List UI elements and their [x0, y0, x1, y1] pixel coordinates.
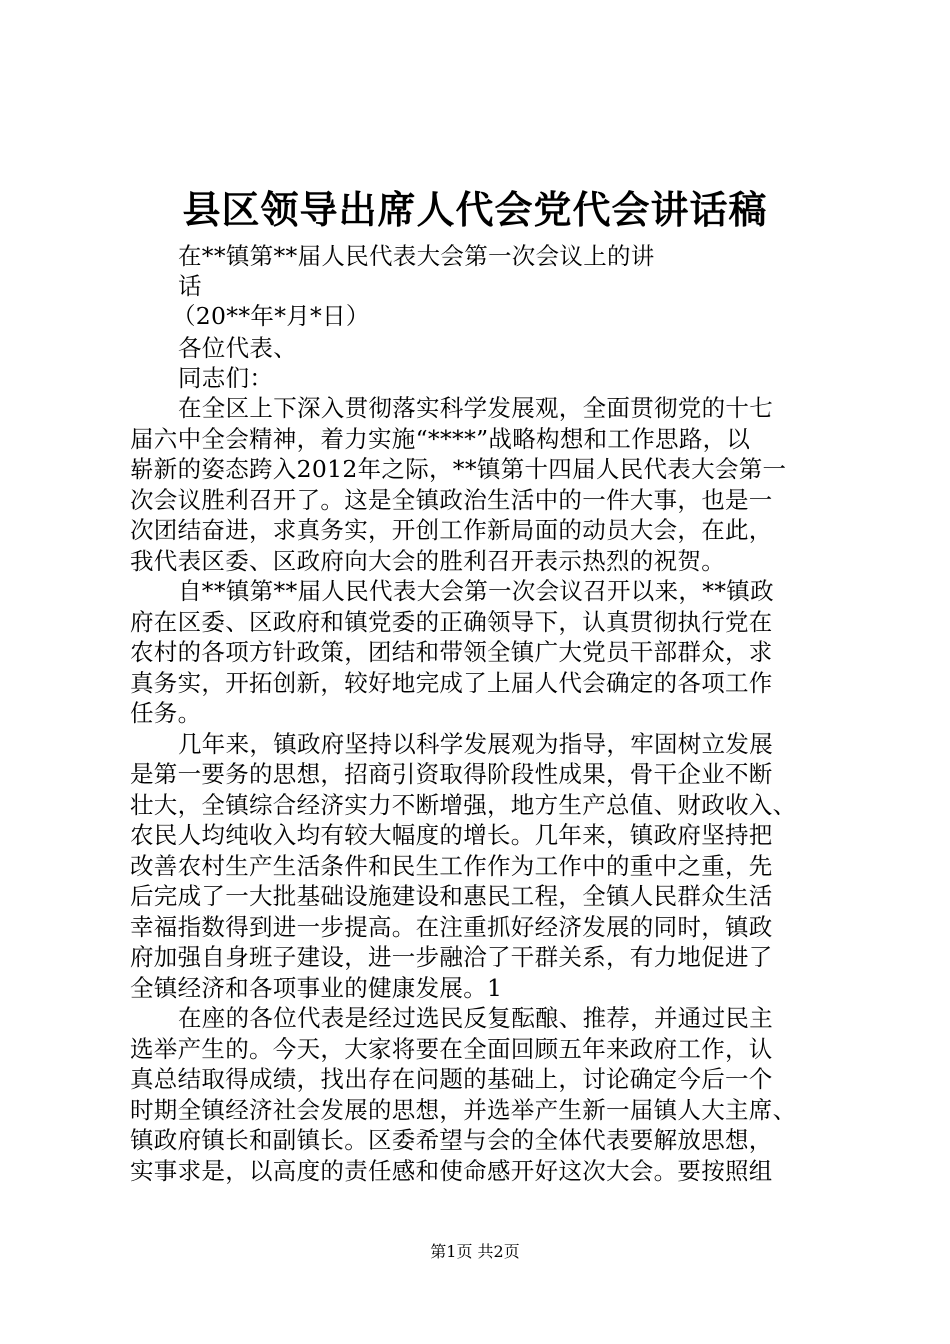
body-line: 幸福指数得到进一步提高。在注重抓好经济发展的同时，镇政 — [130, 913, 773, 941]
body-line: 镇政府镇长和副镇长。区委希望与会的全体代表要解放思想， — [130, 1126, 773, 1154]
document-title: 县区领导出席人代会党代会讲话稿 — [182, 187, 768, 232]
body-line: 农民人均纯收入均有较大幅度的增长。几年来，镇政府坚持把 — [130, 821, 773, 849]
body-line: 崭新的姿态跨入2012年之际，**镇第十四届人民代表大会第一 — [130, 455, 787, 483]
subtitle-line: 在**镇第**届人民代表大会第一次会议上的讲 — [178, 242, 655, 270]
body-line: 时期全镇经济社会发展的思想，并选举产生新一届镇人大主席、 — [130, 1096, 797, 1124]
body-line: 真务实，开拓创新，较好地完成了上届人代会确定的各项工作 — [130, 669, 773, 697]
body-line: 次团结奋进，求真务实，开创工作新局面的动员大会，在此， — [130, 516, 773, 544]
subtitle-line: 话 — [178, 272, 202, 300]
body-line: 壮大，全镇综合经济实力不断增强，地方生产总值、财政收入、 — [130, 791, 797, 819]
body-line: 选举产生的。今天，大家将要在全面回顾五年来政府工作，认 — [130, 1035, 773, 1063]
date-line: （20**年*月*日） — [172, 302, 370, 330]
body-line: 改善农村生产生活条件和民生工作作为工作中的重中之重，先 — [130, 852, 773, 880]
salutation-line: 各位代表、 — [178, 334, 297, 362]
body-line: 自**镇第**届人民代表大会第一次会议召开以来，**镇政 — [178, 577, 774, 605]
body-line: 后完成了一大批基础设施建设和惠民工程，全镇人民群众生活 — [130, 882, 773, 910]
page-number: 第1页 共2页 — [430, 1242, 520, 1261]
body-line: 真总结取得成绩，找出存在问题的基础上，讨论确定今后一个 — [130, 1065, 773, 1093]
body-line: 府加强自身班子建设，进一步融洽了干群关系，有力地促进了 — [130, 943, 773, 971]
body-line: 农村的各项方针政策，团结和带领全镇广大党员干部群众，求 — [130, 638, 773, 666]
body-line: 府在区委、区政府和镇党委的正确领导下，认真贯彻执行党在 — [130, 608, 773, 636]
body-line: 是第一要务的思想，招商引资取得阶段性成果，骨干企业不断 — [130, 760, 773, 788]
body-line: 次会议胜利召开了。这是全镇政治生活中的一件大事，也是一 — [130, 486, 773, 514]
body-line: 实事求是，以高度的责任感和使命感开好这次大会。要按照组 — [130, 1157, 773, 1185]
body-line: 届六中全会精神，着力实施“****”战略构想和工作思路，以 — [130, 425, 751, 453]
body-line: 我代表区委、区政府向大会的胜利召开表示热烈的祝贺。 — [130, 547, 725, 575]
body-line: 在座的各位代表是经过选民反复酝酿、推荐，并通过民主 — [178, 1004, 773, 1032]
body-line: 任务。 — [130, 699, 202, 727]
body-line: 几年来，镇政府坚持以科学发展观为指导，牢固树立发展 — [178, 730, 773, 758]
body-line: 在全区上下深入贯彻落实科学发展观，全面贯彻党的十七 — [178, 394, 773, 422]
body-line: 全镇经济和各项事业的健康发展。1 — [130, 974, 503, 1002]
salutation-line: 同志们： — [178, 364, 274, 392]
